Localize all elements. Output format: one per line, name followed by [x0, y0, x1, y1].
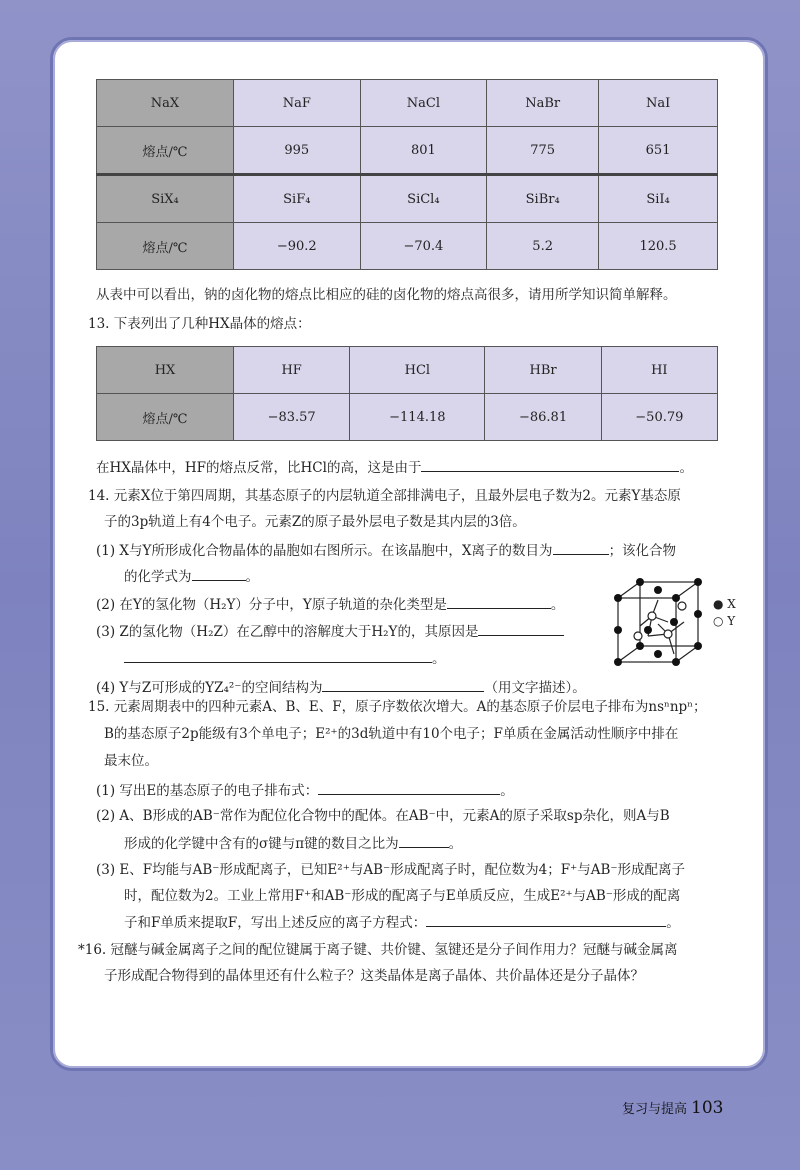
table-cell: HI [601, 347, 717, 394]
q13-line-text: 在HX晶体中，HF的熔点反常，比HCl的高，这是由于 [96, 460, 422, 476]
q15-sub2: (2) A、B形成的AB⁻常作为配位化合物中的配体。在AB⁻中，元素A的原子采取sp杂化，则A与B [96, 808, 670, 824]
table-cell: HF [234, 347, 350, 394]
q15-line3: 最末位。 [104, 753, 158, 769]
answer-blank[interactable] [322, 677, 484, 692]
q14-sub2: (2) 在Y的氢化物（H₂Y）分子中，Y原子轨道的杂化类型是 。 [96, 594, 564, 615]
table-cell: 熔点/℃ [97, 223, 234, 270]
answer-blank[interactable] [553, 540, 609, 555]
table-cell: −90.2 [234, 223, 361, 270]
answer-blank[interactable] [399, 833, 449, 848]
legend-y-label: Y [727, 614, 736, 628]
q15-sub1: (1) 写出E的基态原子的电子排布式： 。 [96, 780, 514, 801]
table-cell: −70.4 [360, 223, 487, 270]
table-cell: 熔点/℃ [97, 127, 234, 175]
table-cell: SiCl₄ [360, 175, 487, 223]
table-cell: NaF [234, 80, 361, 127]
page-number: 103 [691, 1098, 724, 1118]
table-row [97, 347, 718, 394]
table-cell: 995 [234, 127, 361, 175]
legend-x-label: X [727, 597, 736, 611]
table-row [97, 394, 718, 441]
table-nax-six4 [96, 79, 718, 270]
q13-text: 13. 下表列出了几种HX晶体的熔点： [88, 316, 311, 332]
q14-sub3-text: (3) Z的氢化物（H₂Z）在乙醇中的溶解度大于H₂Y的，其原因是 [96, 624, 479, 640]
table-cell: NaCl [360, 80, 487, 127]
q14-sub1 [96, 540, 676, 561]
q16-line2: 子形成配合物得到的晶体里还有什么粒子？这类晶体是离子晶体、共价晶体还是分子晶体？ [104, 968, 644, 984]
q15-sub3-cont: 时，配位数为2。工业上常用F⁺和AB⁻形成的配离子与E单质反应，生成E²⁺与AB⁻形成的配离 [124, 888, 681, 904]
table-cell: NaI [599, 80, 718, 127]
table-cell: 651 [599, 127, 718, 175]
table-cell: −86.81 [485, 394, 601, 441]
q14-sub4-text: (4) Y与Z可形成的YZ₄²⁻的空间结构为 [96, 680, 323, 696]
q12-tail-text: 从表中可以看出，钠的卤化物的熔点比相应的硅的卤化物的熔点高很多，请用所学知识简单解释。 [96, 287, 677, 303]
table-cell: SiF₄ [234, 175, 361, 223]
table-row [97, 223, 718, 270]
table-cell: SiX₄ [97, 175, 234, 223]
q14-sub2-text: (2) 在Y的氢化物（H₂Y）分子中，Y原子轨道的杂化类型是 [96, 597, 447, 613]
answer-blank[interactable] [192, 566, 246, 581]
answer-blank[interactable] [124, 648, 432, 663]
q14-line2: 子的3p轨道上有4个电子。元素Z的原子最外层电子数是其内层的3倍。 [104, 514, 526, 530]
table-cell: 775 [487, 127, 599, 175]
table-cell: 801 [360, 127, 487, 175]
table-cell: HBr [485, 347, 601, 394]
table-cell: SiI₄ [599, 175, 718, 223]
q16-line1: *16. 冠醚与碱金属离子之间的配位键属于离子键、共价键、氢键还是分子间作用力？冠醚与碱金属离 [78, 942, 678, 958]
q14-sub4-text2: （用文字描述）。 [484, 680, 586, 696]
answer-blank[interactable] [318, 780, 500, 795]
table-row [97, 175, 718, 223]
table-cell: −50.79 [601, 394, 717, 441]
q14-sub4 [96, 677, 586, 698]
footer-label: 复习与提高 [622, 1102, 688, 1117]
table-cell: HCl [350, 347, 485, 394]
page-footer [622, 1098, 723, 1118]
q13-answer-line: 在HX晶体中，HF的熔点反常，比HCl的高，这是由于 。 [96, 457, 693, 478]
table-cell: NaX [97, 80, 234, 127]
q15-line1: 15. 元素周期表中的四种元素A、B、E、F，原子序数依次增大。A的基态原子价层电子排布为nsⁿnpⁿ； [88, 699, 707, 715]
table-hx [96, 346, 718, 441]
answer-blank[interactable] [421, 457, 679, 472]
q14-sub1-cont: 的化学式为 。 [124, 566, 259, 587]
q14-sub1-text2: ；该化合物 [608, 543, 677, 559]
answer-blank[interactable] [447, 594, 551, 609]
table-cell: −114.18 [350, 394, 485, 441]
q15-sub1-text: (1) 写出E的基态原子的电子排布式： [96, 783, 319, 799]
q14-sub3-cont: 。 [124, 648, 446, 669]
table-cell: SiBr₄ [487, 175, 599, 223]
q14-sub1-text: (1) X与Y所形成化合物晶体的晶胞如右图所示。在该晶胞中，X离子的数目为 [96, 543, 553, 559]
q14-sub3 [96, 621, 564, 642]
q15-sub3-text: 子和F单质来提取F，写出上述反应的离子方程式： [124, 915, 427, 931]
legend-y: ○ Y [713, 614, 736, 628]
q14-line1: 14. 元素X位于第四周期，其基态原子的内层轨道全部排满电子，且最外层电子数为2。元素Y基态原 [88, 488, 681, 504]
q15-sub3: (3) E、F均能与AB⁻形成配离子，已知E²⁺与AB⁻形成配离子时，配位数为4；F⁺与AB⁻形成配离子 [96, 862, 685, 878]
q15-line2: B的基态原子2p能级有3个单电子；E²⁺的3d轨道中有10个电子；F单质在金属活动性顺序中排在 [104, 726, 679, 742]
table-row [97, 80, 718, 127]
q15-sub2-cont: 形成的化学键中含有的σ键与π键的数目之比为 。 [124, 833, 462, 854]
table-cell: 熔点/℃ [97, 394, 234, 441]
table-row [97, 127, 718, 175]
table-cell: 5.2 [487, 223, 599, 270]
answer-blank[interactable] [478, 621, 564, 636]
table-cell: HX [97, 347, 234, 394]
unit-cell-figure [612, 576, 712, 668]
q15-sub2-text: 形成的化学键中含有的σ键与π键的数目之比为 [124, 836, 399, 852]
table-cell: 120.5 [599, 223, 718, 270]
q15-sub3-cont2: 子和F单质来提取F，写出上述反应的离子方程式： 。 [124, 912, 680, 933]
answer-blank[interactable] [426, 912, 666, 927]
legend-x: ● X [713, 597, 736, 611]
table-cell: NaBr [487, 80, 599, 127]
q14-sub1-text3: 的化学式为 [124, 569, 192, 585]
table-cell: −83.57 [234, 394, 350, 441]
